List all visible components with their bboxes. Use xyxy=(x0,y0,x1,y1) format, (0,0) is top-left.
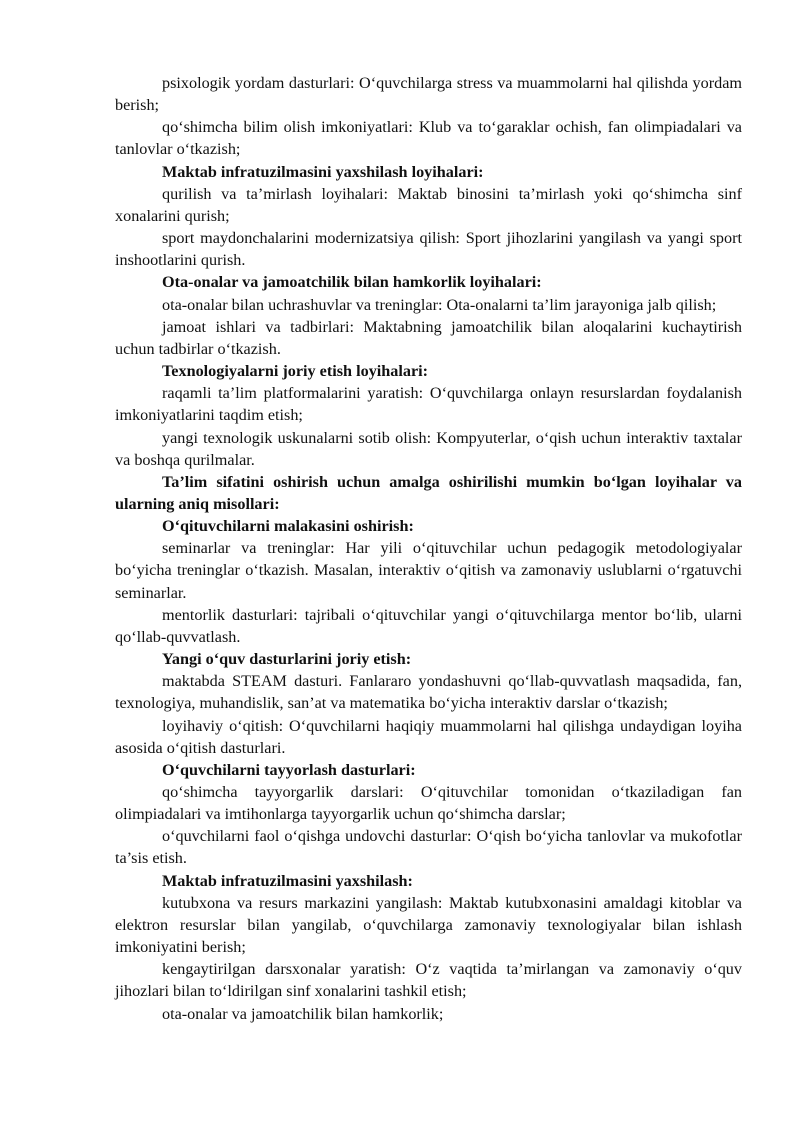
paragraph: mentorlik dasturlari: tajribali o‘qituvchilar yangi o‘qituvchilarga mentor bo‘lib, ularni qo‘llab-quvvatlash. xyxy=(115,605,742,646)
section-heading: Ta’lim sifatini oshirish uchun amalga oshirilishi mumkin bo‘lgan loyihalar va ularning aniq misollari: xyxy=(115,472,742,513)
section-heading: Maktab infratuzilmasini yaxshilash: xyxy=(162,871,413,890)
paragraph: ota-onalar va jamoatchilik bilan hamkorlik; xyxy=(162,1004,444,1023)
paragraph: raqamli ta’lim platformalarini yaratish: O‘quvchilarga onlayn resurslardan foydalanish imkoniyatlarini taqdim etish; xyxy=(115,384,742,425)
paragraph: jamoat ishlari va tadbirlari: Maktabning jamoatchilik bilan aloqalarini kuchaytirish uchun tadbirlar o‘tkazish. xyxy=(115,317,742,358)
paragraph: maktabda STEAM dasturi. Fanlararo yondashuvni qo‘llab-quvvatlash maqsadida, fan, texnologiya, muhandislik, san’at va matematika bo‘yicha interaktiv darslar o‘tkazish; xyxy=(115,672,742,713)
section-heading: Texnologiyalarni joriy etish loyihalari: xyxy=(162,362,429,381)
section-heading: O‘qituvchilarni malakasini oshirish: xyxy=(162,517,414,536)
document-page xyxy=(115,72,742,1025)
paragraph: psixologik yordam dasturlari: O‘quvchilarga stress va muammolarni hal qilishda yordam berish; xyxy=(115,74,742,115)
paragraph: kengaytirilgan darsxonalar yaratish: O‘z vaqtida ta’mirlangan va zamonaviy o‘quv jihozlari bilan to‘ldirilgan sinf xonalarini tashkil etish; xyxy=(115,960,742,1001)
paragraph: qo‘shimcha bilim olish imkoniyatlari: Klub va to‘garaklar ochish, fan olimpiadalari va tanlovlar o‘tkazish; xyxy=(115,118,742,159)
paragraph: ota-onalar bilan uchrashuvlar va treninglar: Ota-onalarni ta’lim jarayoniga jalb qilish; xyxy=(162,295,717,314)
paragraph: sport maydonchalarini modernizatsiya qilish: Sport jihozlarini yangilash va yangi sport inshootlarini qurish. xyxy=(115,229,742,270)
section-heading: Maktab infratuzilmasini yaxshilash loyihalari: xyxy=(162,162,484,181)
paragraph: qurilish va ta’mirlash loyihalari: Maktab binosini ta’mirlash yoki qo‘shimcha sinf xonalarini qurish; xyxy=(115,184,742,225)
paragraph: loyihaviy o‘qitish: O‘quvchilarni haqiqiy muammolarni hal qilishga undaydigan loyiha asosida o‘qitish dasturlari. xyxy=(115,716,742,757)
paragraph: yangi texnologik uskunalarni sotib olish: Kompyuterlar, o‘qish uchun interaktiv taxtalar va boshqa qurilmalar. xyxy=(115,428,742,469)
paragraph: seminarlar va treninglar: Har yili o‘qituvchilar uchun pedagogik metodologiyalar bo‘yicha treninglar o‘tkazish. Masalan, interaktiv o‘qitish va zamonaviy uslublarni o‘rgatuvchi seminarlar. xyxy=(115,539,742,602)
paragraph: o‘quvchilarni faol o‘qishga undovchi dasturlar: O‘qish bo‘yicha tanlovlar va mukofotlar ta’sis etish. xyxy=(115,827,742,868)
paragraph: qo‘shimcha tayyorgarlik darslari: O‘qituvchilar tomonidan o‘tkaziladigan fan olimpiadalari va imtihonlarga tayyorgarlik uchun qo‘shimcha darslar; xyxy=(115,783,742,824)
section-heading: Yangi o‘quv dasturlarini joriy etish: xyxy=(162,650,412,669)
paragraph: kutubxona va resurs markazini yangilash: Maktab kutubxonasini amaldagi kitoblar va elektron resurslar bilan yangilab, o‘quvchilarga zamonaviy texnologiyalar bilan ishlash imkoniyatini berish; xyxy=(115,893,742,957)
section-heading: O‘quvchilarni tayyorlash dasturlari: xyxy=(162,760,416,779)
section-heading: Ota-onalar va jamoatchilik bilan hamkorlik loyihalari: xyxy=(162,273,542,292)
